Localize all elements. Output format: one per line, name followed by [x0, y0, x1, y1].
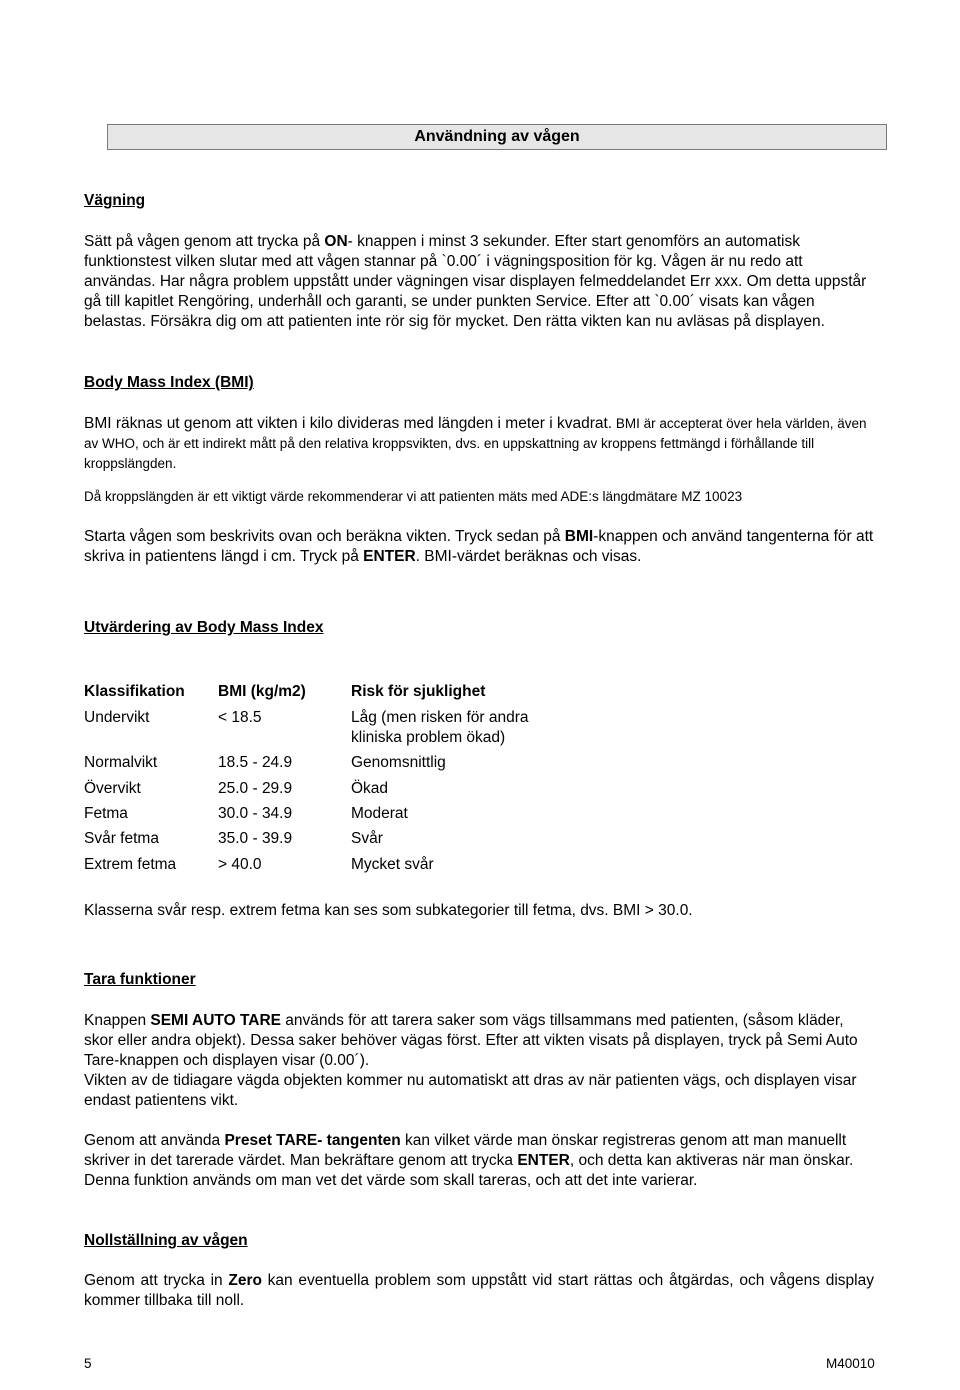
table-cell: Låg (men risken för andra	[351, 709, 529, 726]
column-header: Klassifikation	[84, 683, 185, 700]
table-cell: Fetma	[84, 805, 128, 822]
table-cell: kliniska problem ökad)	[351, 729, 506, 746]
table-cell: Undervikt	[84, 709, 150, 726]
paragraph-semi-auto-tare: Knappen SEMI AUTO TARE används för att tarera saker som vägs tillsammans med patienten, (såsom kläder, skor eller andra objekt). Dessa saker behöver vägas först. Efter att vikten visats på displayen, tryck på Semi Auto Tare-knappen och displayen visar (0.00´). Vikten av de tidiagare vägda objekten kommer nu automatiskt att dras av när patienten vägs, och displayen visar endast patientens vikt.	[84, 1012, 858, 1109]
paragraph-bmi-procedure: Starta vågen som beskrivits ovan och beräkna vikten. Tryck sedan på BMI-knappen och använd tangenterna för att skriva in patientens längd i cm. Tryck på ENTER. BMI-värdet beräknas och visas.	[84, 528, 874, 565]
table-cell: Övervikt	[84, 780, 141, 797]
paragraph-bmi-definition: BMI räknas ut genom att vikten i kilo divideras med längden i meter i kvadrat. BMI är accepterat över hela världen, även av WHO, och är ett indirekt mått på den relativa kroppsvikten, dvs. en uppskattning av kroppens fettmängd i förhållande till kroppslängden.	[84, 415, 867, 471]
column-header: BMI (kg/m2)	[218, 683, 306, 700]
paragraph-zero: Genom att trycka in Zero kan eventuella problem som uppstått vid start rättas och åtgärdas, och vågens display kommer tillbaka till noll.	[84, 1272, 874, 1309]
table-cell: 30.0 - 34.9	[218, 805, 293, 822]
table-cell: Mycket svår	[351, 856, 434, 873]
document-code: M40010	[826, 1356, 875, 1371]
page-number: 5	[84, 1356, 92, 1371]
section-heading-tara: Tara funktioner	[84, 971, 196, 988]
section-heading-nollstallning: Nollställning av vågen	[84, 1232, 248, 1249]
table-cell: > 40.0	[218, 856, 262, 873]
table-cell: 25.0 - 29.9	[218, 780, 293, 797]
paragraph-bmi-length: Då kroppslängden är ett viktigt värde rekommenderar vi att patienten mäts med ADE:s längdmätare MZ 10023	[84, 489, 743, 504]
paragraph-classification-note: Klasserna svår resp. extrem fetma kan ses som subkategorier till fetma, dvs. BMI > 30.0.	[84, 902, 693, 919]
section-heading-utvardering: Utvärdering av Body Mass Index	[84, 619, 324, 636]
section-heading-bmi: Body Mass Index (BMI)	[84, 374, 254, 391]
table-cell: Normalvikt	[84, 754, 158, 771]
paragraph-vagning: Sätt på vågen genom att trycka på ON- knappen i minst 3 sekunder. Efter start genomförs an automatisk funktionstest vilken slutar med att vågen stannar på `0.00´ i vägningsposition för kg. Vågen är nu redo att användas. Har några problem uppstått under vägningen visar displayen felmeddelandet Err xxx. Om detta uppstår gå till kapitlet Rengöring, underhåll och garanti, se under punkten Service. Efter att `0.00´ visats kan vågen belastas. Försäkra dig om att patienten inte rör sig för mycket. Den rätta vikten kan nu avläsas på displayen.	[84, 233, 867, 330]
page-title: Användning av vågen	[107, 124, 887, 150]
table-cell: Moderat	[351, 805, 408, 822]
table-cell: 18.5 - 24.9	[218, 754, 293, 771]
column-header: Risk för sjuklighet	[351, 683, 486, 700]
paragraph-preset-tare: Genom att använda Preset TARE- tangenten kan vilket värde man önskar registreras genom att man manuellt skriver in det tarerade värdet. Man bekräftare genom att trycka ENTER, och detta kan aktiveras när man önskar. Denna funktion används om man vet det värde som skall tareras, och att det inte varierar.	[84, 1132, 854, 1189]
table-cell: < 18.5	[218, 709, 262, 726]
table-cell: 35.0 - 39.9	[218, 830, 293, 847]
table-cell: Genomsnittlig	[351, 754, 446, 771]
section-heading-vagning: Vägning	[84, 192, 146, 209]
table-cell: Svår fetma	[84, 830, 159, 847]
table-cell: Ökad	[351, 780, 389, 797]
table-cell: Svår	[351, 830, 383, 847]
table-cell: Extrem fetma	[84, 856, 177, 873]
